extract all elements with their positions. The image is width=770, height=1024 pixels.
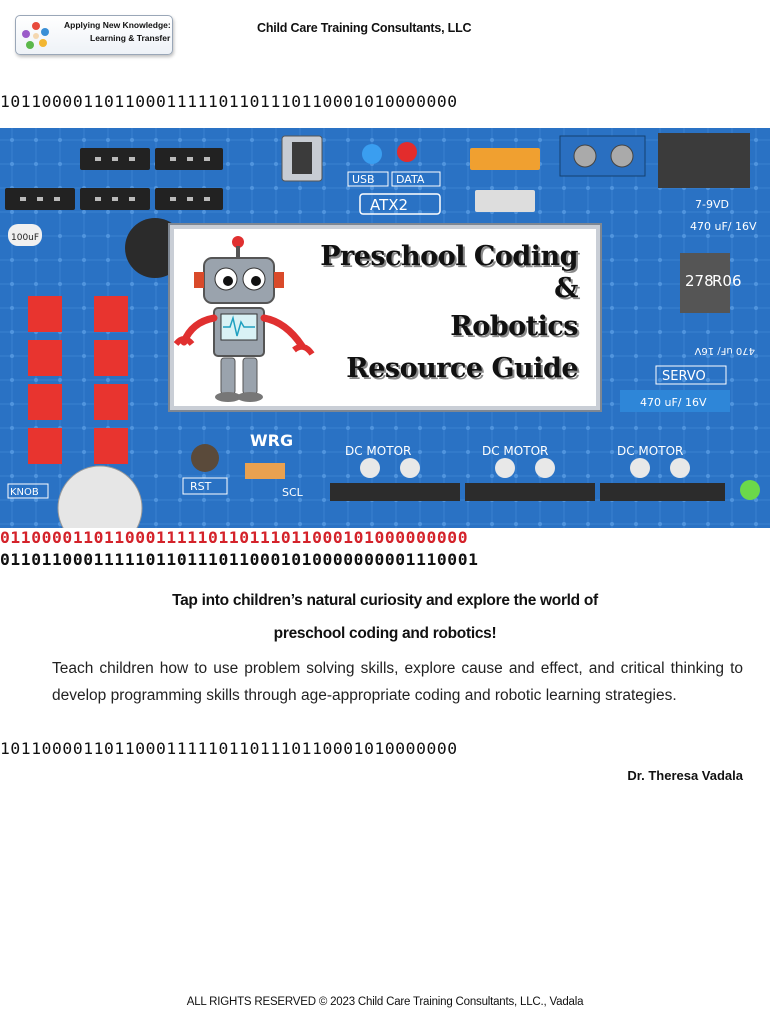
logo-text: [64, 19, 171, 45]
board-label-vd: 7-9VD: [695, 198, 729, 211]
title-line-2: &: [554, 273, 578, 304]
board-label-r06: R06: [712, 272, 742, 290]
board-label-usb: USB: [352, 173, 375, 186]
title-line-4: Resource Guide: [346, 353, 578, 384]
robot-icon: [174, 234, 324, 409]
board-label-cap-3: 470 uF/ 16V: [640, 396, 707, 409]
svg-text:DC MOTOR: DC MOTOR: [617, 444, 684, 458]
logo-line-1: Applying New Knowledge:: [64, 20, 171, 30]
copyright-footer: ALL RIGHTS RESERVED © 2023 Child Care Training Consultants, LLC., Vadala: [186, 996, 584, 1008]
board-label-scl: SCL: [282, 486, 303, 499]
board-label-servo: SERVO: [662, 369, 706, 384]
title-line-1: Preschool Coding: [320, 241, 578, 272]
board-label-cap-2: 470 uF/ 16V: [694, 345, 755, 356]
board-label-small-cap: 100uF: [11, 233, 40, 243]
binary-strip-black: 0110110001111101101110110001010000000001110001: [0, 551, 479, 569]
title-card: [170, 225, 600, 410]
board-label-part: 278: [685, 272, 714, 290]
board-label-data: DATA: [396, 173, 425, 186]
board-label-atx2: ATX2: [370, 196, 409, 214]
tagline-line-2: preschool coding and robotics!: [273, 625, 497, 642]
title-line-3: Robotics: [450, 311, 578, 342]
board-label-knob: KNOB: [10, 487, 39, 498]
binary-strip-top: 10110000110110001111101101110110001010000000: [0, 93, 458, 111]
dc-motor-labels: [345, 444, 683, 458]
author-name: Dr. Theresa Vadala: [627, 768, 743, 783]
svg-text:DC MOTOR: DC MOTOR: [482, 444, 549, 458]
board-label-wrg: WRG: [250, 431, 294, 450]
logo-line-2: Learning & Transfer: [90, 33, 171, 43]
svg-text:DC MOTOR: DC MOTOR: [345, 444, 412, 458]
board-label-cap-1: 470 uF/ 16V: [690, 220, 757, 233]
brand-logo: [15, 15, 173, 55]
board-label-rst: RST: [190, 480, 212, 493]
tagline-line-1: Tap into children’s natural curiosity and explore the world of: [172, 592, 598, 609]
company-name: Child Care Training Consultants, LLC: [257, 21, 472, 35]
binary-strip-red: 011000011011000111110110111011000101000000000: [0, 529, 469, 547]
children-circle-icon: [21, 21, 51, 51]
binary-strip-middle: 10110000110110001111101101110110001010000000: [0, 740, 458, 758]
description-paragraph: Teach children how to use problem solving skills, explore cause and effect, and critical thinking to develop programming skills through age-appropriate coding and robotic learning strategies.: [52, 660, 743, 704]
